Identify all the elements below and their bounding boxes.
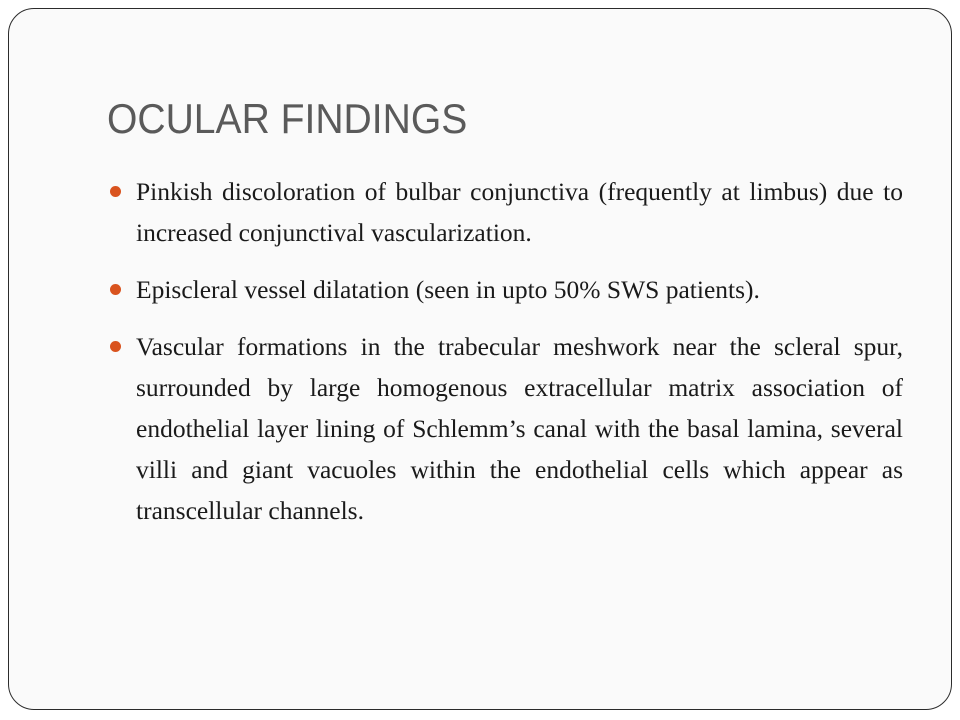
bullet-text: Episcleral vessel dilatation (seen in upto 50% SWS patients).	[136, 275, 760, 304]
bullet-item	[107, 171, 903, 253]
bullet-item	[107, 326, 903, 531]
bullet-dot-icon	[110, 341, 121, 352]
bullet-item	[107, 269, 903, 310]
bullet-text: Pinkish discoloration of bulbar conjunctiva (frequently at limbus) due to increased conjunctival vascularization.	[136, 177, 903, 247]
bullet-dot-icon	[110, 186, 121, 197]
bullet-text: Vascular formations in the trabecular meshwork near the scleral spur, surrounded by large homogenous extracellular matrix association of endothelial layer lining of Schlemm’s canal with the basal lamina, several villi and giant vacuoles within the endothelial cells which appear as transcellular channels.	[136, 332, 903, 525]
slide-frame	[8, 8, 952, 710]
slide-title: OCULAR FINDINGS	[107, 95, 468, 142]
bullet-dot-icon	[110, 284, 121, 295]
bullet-list	[107, 171, 903, 547]
